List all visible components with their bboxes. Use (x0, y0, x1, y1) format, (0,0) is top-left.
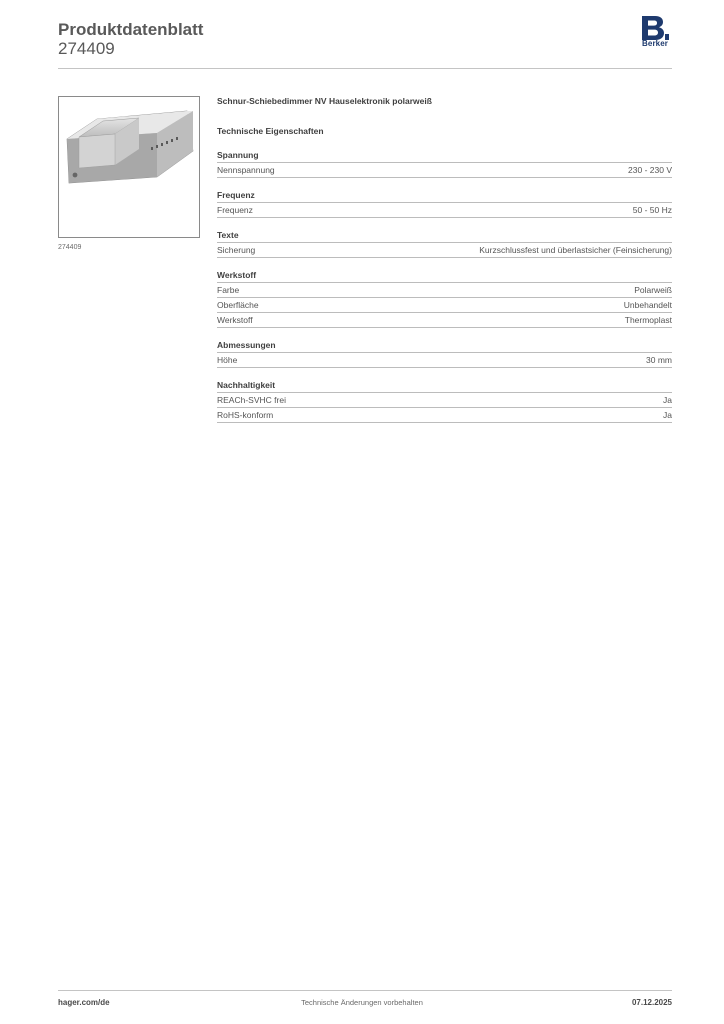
product-image (58, 96, 200, 238)
spec-group-title: Spannung (217, 148, 672, 163)
footer-notice: Technische Änderungen vorbehalten (301, 998, 423, 1007)
spec-value: Unbehandelt (623, 300, 672, 310)
spec-group-abmessungen (217, 338, 672, 368)
spec-value: 30 mm (646, 355, 672, 365)
berker-b-logo-icon (639, 16, 669, 40)
spec-value: 230 - 230 V (628, 165, 672, 175)
footer-date: 07.12.2025 (631, 998, 672, 1007)
spec-group-title: Texte (217, 228, 672, 243)
spec-label: Höhe (217, 355, 238, 365)
spec-label: Sicherung (217, 245, 256, 255)
spec-value: Ja (663, 410, 672, 420)
spec-row (217, 203, 672, 218)
spec-label: Frequenz (217, 205, 253, 215)
spec-group-spannung (217, 148, 672, 178)
page-header (58, 20, 672, 68)
spec-group-nachhaltigkeit (217, 378, 672, 423)
product-number: 274409 (58, 39, 115, 58)
header-divider (58, 68, 672, 69)
footer-divider (58, 990, 672, 991)
spec-label: Werkstoff (217, 315, 253, 325)
spec-group-texte (217, 228, 672, 258)
spec-row (217, 353, 672, 368)
footer-website-link[interactable]: hager.com/de (58, 998, 110, 1007)
spec-label: Farbe (217, 285, 240, 295)
spec-group-title: Abmessungen (217, 338, 672, 353)
spec-group-title: Frequenz (217, 188, 672, 203)
spec-value: Polarweiß (634, 285, 672, 295)
spec-group-frequenz (217, 188, 672, 218)
spec-label: REACh-SVHC frei (217, 395, 286, 405)
image-caption: 274409 (58, 244, 82, 251)
spec-group-werkstoff (217, 268, 672, 328)
berker-wordmark: Berker (642, 39, 668, 48)
page-title: Produktdatenblatt (58, 20, 204, 39)
spec-row (217, 393, 672, 408)
technical-properties-heading: Technische Eigenschaften (217, 126, 324, 136)
cord-dimmer-photo-icon (59, 97, 199, 237)
spec-label: Oberfläche (217, 300, 259, 310)
spec-content (217, 94, 672, 423)
spec-group-title: Nachhaltigkeit (217, 378, 672, 393)
spec-row (217, 408, 672, 423)
product-name: Schnur-Schiebedimmer NV Hauselektronik polarweiß (217, 96, 432, 106)
berker-logo (638, 16, 672, 52)
spec-value: Ja (663, 395, 672, 405)
spec-label: Nennspannung (217, 165, 275, 175)
spec-value: Thermoplast (624, 315, 672, 325)
spec-label: RoHS-konform (217, 410, 274, 420)
spec-group-title: Werkstoff (217, 268, 672, 283)
spec-row (217, 283, 672, 298)
spec-value: Kurzschlussfest und überlastsicher (Feinsicherung) (479, 245, 672, 255)
spec-row (217, 298, 672, 313)
spec-row (217, 163, 672, 178)
spec-row (217, 243, 672, 258)
spec-row (217, 313, 672, 328)
spec-value: 50 - 50 Hz (632, 205, 672, 215)
